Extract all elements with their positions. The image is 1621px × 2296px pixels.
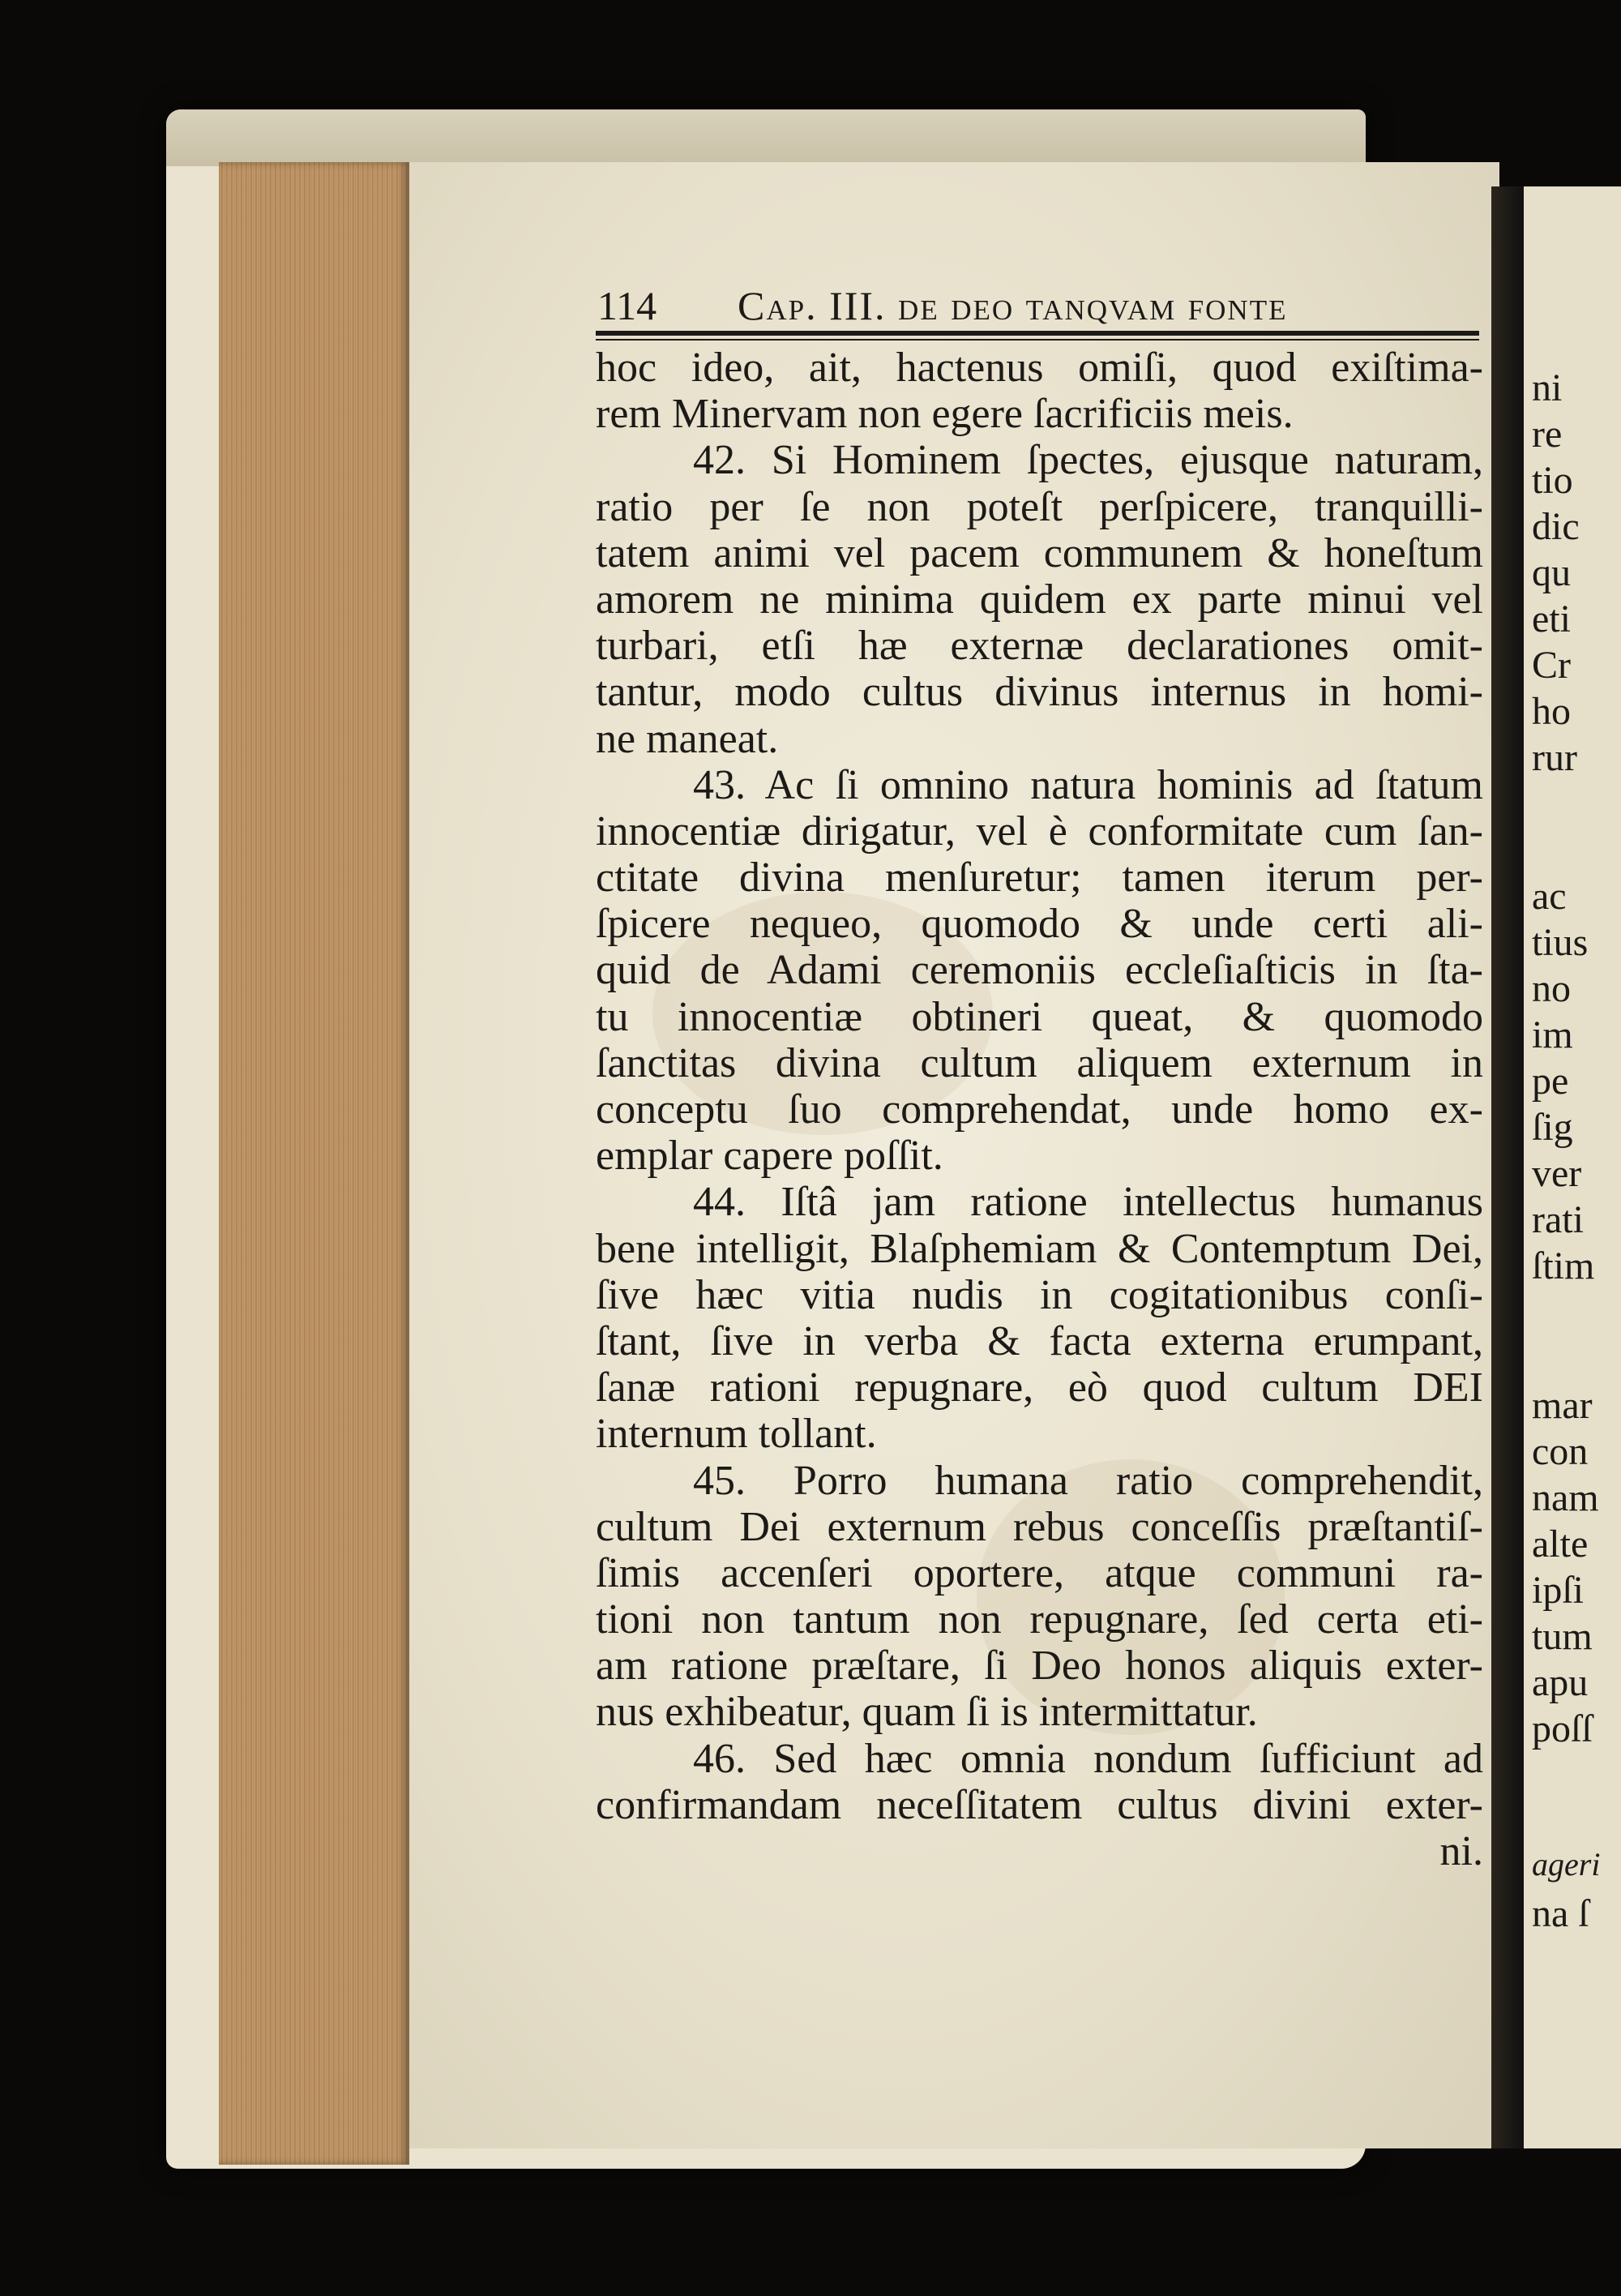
facing-page-fragment: no: [1532, 967, 1571, 1010]
paragraph-46-start: 46. Sed hæc omnia nondum ſufficiunt ad: [693, 1735, 1483, 1782]
text-line: nus exhibeatur, quam ſi is intermittatur.: [596, 1689, 1258, 1736]
running-head-title: Cap. III. de deo tanqvam fonte: [738, 283, 1288, 328]
body-text: [596, 345, 1483, 1874]
facing-page-fragment: qu: [1532, 551, 1571, 594]
text-line: ctitate divina menſuretur; tamen iterum per-: [596, 855, 1483, 902]
text-line: conceptu ſuo comprehendat, unde homo ex-: [596, 1086, 1483, 1133]
facing-page-fragment: ac: [1532, 875, 1567, 918]
text-line: ſanctitas divina cultum aliquem externum in: [596, 1039, 1483, 1086]
header-rule-thin: [596, 339, 1479, 341]
text-line: amorem ne minima quidem ex parte minui vel: [596, 576, 1483, 623]
cover-top-edge: [166, 109, 1366, 166]
text-line: turbari, etſi hæ externæ declarationes omit-: [596, 623, 1483, 670]
facing-page-fragment: ſtim: [1532, 1244, 1595, 1287]
header-rule: [596, 331, 1479, 336]
facing-page-fragment: tio: [1532, 459, 1573, 502]
facing-page-fragment: tum: [1532, 1615, 1593, 1658]
facing-page-fragment: apu: [1532, 1661, 1589, 1704]
facing-page-fragment: tius: [1532, 921, 1589, 964]
facing-page-fragment: mar: [1532, 1384, 1593, 1427]
facing-page-fragment: na ſ: [1532, 1892, 1589, 1935]
facing-page-fragment: ſig: [1532, 1106, 1573, 1149]
text-line: innocentiæ dirigatur, vel è conformitate cum ſan-: [596, 807, 1483, 855]
facing-page: [1524, 186, 1621, 2148]
facing-page-fragment: ageri: [1532, 1846, 1601, 1883]
text-line: bene intelligit, Blaſphemiam & Contemptum Dei,: [596, 1225, 1483, 1272]
catchword: ni.: [1439, 1828, 1483, 1874]
facing-page-fragment: pe: [1532, 1060, 1569, 1103]
text-line: tioni non tantum non repugnare, ſed certa eti-: [596, 1596, 1483, 1643]
text-line: ratio per ſe non poteſt perſpicere, tranquilli-: [596, 483, 1483, 530]
facing-page-fragment: re: [1532, 413, 1563, 456]
text-line: cultum Dei externum rebus conceſſis præſtantiſ-: [596, 1503, 1483, 1550]
paragraph-44-start: 44. Iſtâ jam ratione intellectus humanus: [693, 1179, 1483, 1226]
book-gutter: [1491, 186, 1524, 2148]
text-line: hoc ideo, ait, hactenus omiſi, quod exiſtima-: [596, 345, 1483, 391]
facing-page-fragment: rur: [1532, 736, 1577, 779]
text-line: rem Minervam non egere ſacrificiis meis.: [596, 391, 1294, 438]
facing-page-fragment: poſſ: [1532, 1707, 1593, 1750]
text-line: ſimis accenſeri oportere, atque communi ra-: [596, 1549, 1483, 1596]
paragraph-42-start: 42. Si Hominem ſpectes, ejusque naturam,: [693, 437, 1483, 484]
facing-page-fragment: rati: [1532, 1198, 1584, 1241]
text-line: tu innocentiæ obtineri queat, & quomodo: [596, 993, 1483, 1040]
text-line: ſanæ rationi repugnare, eò quod cultum DEI: [596, 1364, 1483, 1411]
text-line: quid de Adami ceremoniis eccleſiaſticis in ſta-: [596, 947, 1483, 994]
text-line: tatem animi vel pacem communem & honeſtum: [596, 529, 1483, 576]
facing-page-fragment: nam: [1532, 1476, 1599, 1519]
text-line: ſtant, ſive in verba & facta externa erumpant,: [596, 1317, 1483, 1364]
text-line: internum tollant.: [596, 1411, 877, 1458]
text-line: confirmandam neceſſitatem cultus divini exter-: [596, 1781, 1483, 1828]
facing-page-fragment: im: [1532, 1013, 1573, 1056]
paragraph-43-start: 43. Ac ſi omnino natura hominis ad ſtatum: [693, 761, 1483, 808]
text-line: ne maneat.: [596, 715, 779, 762]
facing-page-fragment: dic: [1532, 505, 1580, 548]
facing-page-fragment: ho: [1532, 690, 1571, 733]
text-line: am ratione præſtare, ſi Deo honos aliquis exter-: [596, 1643, 1483, 1690]
facing-page-fragment: con: [1532, 1430, 1589, 1473]
text-line: emplar capere poſſit.: [596, 1133, 943, 1180]
paragraph-45-start: 45. Porro humana ratio comprehendit,: [693, 1457, 1483, 1504]
facing-page-fragment: alte: [1532, 1523, 1589, 1566]
facing-page-fragment: ipſi: [1532, 1569, 1585, 1612]
facing-page-fragment: eti: [1532, 598, 1571, 640]
text-line: ſpicere nequeo, quomodo & unde certi ali-: [596, 901, 1483, 948]
page-block-edge: [219, 162, 409, 2165]
facing-page-fragment: ni: [1532, 366, 1563, 409]
page-number: 114: [597, 283, 657, 328]
facing-page-fragment: Cr: [1532, 644, 1571, 687]
text-line: ſive hæc vitia nudis in cogitationibus conſi-: [596, 1271, 1483, 1318]
text-line: tantur, modo cultus divinus internus in homi-: [596, 669, 1483, 716]
running-header: [588, 282, 1483, 327]
facing-page-fragment: ver: [1532, 1152, 1582, 1195]
